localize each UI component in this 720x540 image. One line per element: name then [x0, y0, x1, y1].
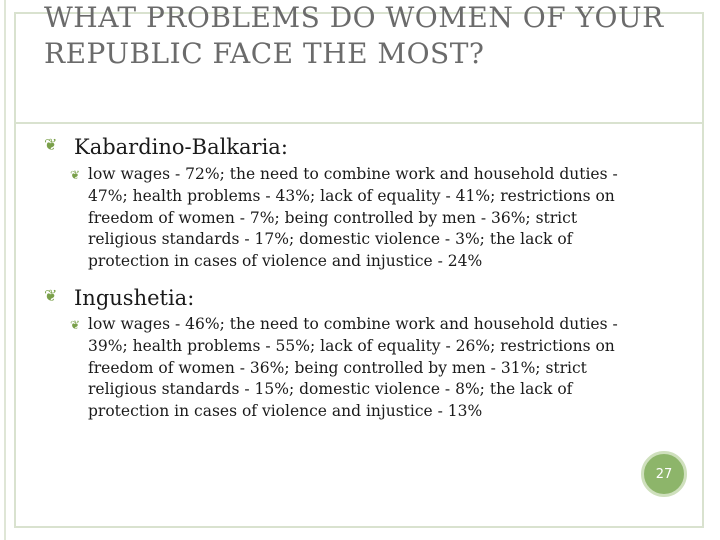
leaf-bullet-icon: ❦: [44, 135, 58, 154]
region-details-kabardino-balkaria: [70, 164, 618, 273]
leaf-bullet-icon: ❦: [44, 286, 58, 305]
region-details-ingushetia: [70, 314, 618, 423]
left-rail: [4, 0, 6, 540]
region-label: Kabardino-Balkaria:: [74, 135, 288, 159]
page-title: WHAT PROBLEMS DO WOMEN OF YOUR REPUBLIC FACE THE MOST?: [44, 1, 664, 70]
region-details-text: low wages - 72%; the need to combine work and household duties - 47%; health problems - 43%; lack of equality - 41%; restrictions on freedom of women - 7%; being controlled by men - 36%; strict religious standards - 17%; domestic violence - 3%; the lack of protection in cases of violence and injustice - 24%: [88, 165, 618, 271]
leaf-bullet-icon: ❦: [70, 168, 81, 182]
region-details-text: low wages - 46%; the need to combine work and household duties - 39%; health problems - 55%; lack of equality - 26%; restrictions on freedom of women - 36%; being controlled by men - 31%; strict religious standards - 15%; domestic violence - 8%; the lack of protection in cases of violence and injustice - 13%: [88, 315, 618, 421]
region-ingushetia: [44, 285, 194, 311]
leaf-bullet-icon: ❦: [70, 318, 81, 332]
region-label: Ingushetia:: [74, 286, 195, 310]
region-kabardino-balkaria: [44, 134, 288, 160]
page-number-badge: 27: [641, 451, 687, 497]
title-divider: [14, 122, 704, 124]
